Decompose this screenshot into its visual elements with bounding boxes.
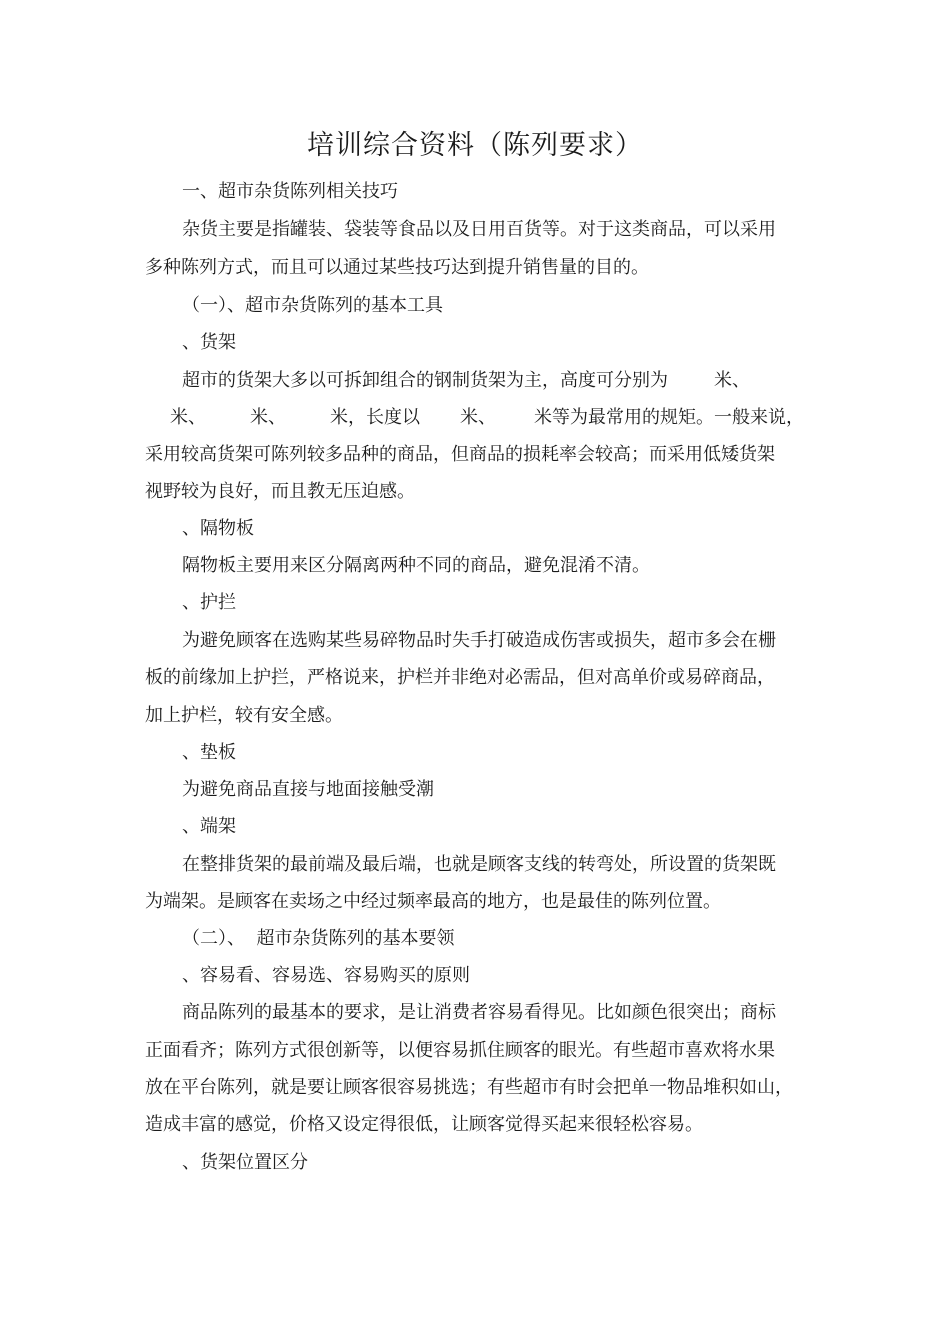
item-heading: 、容易看、容易选、容易购买的原则 xyxy=(182,965,470,986)
item-heading: 、货架位置区分 xyxy=(182,1152,308,1173)
paragraph-line: 为避免商品直接与地面接触受潮 xyxy=(182,779,434,800)
paragraph-line: 加上护栏，较有安全感。 xyxy=(145,705,343,726)
subsection-heading: （二）、 超市杂货陈列的基本要领 xyxy=(182,928,455,949)
paragraph-line: 造成丰富的感觉，价格又设定得很低，让顾客觉得买起来很轻松容易。 xyxy=(145,1114,703,1135)
item-heading: 、垫板 xyxy=(182,742,236,763)
text-span: 超市的货架大多以可拆卸组合的钢制货架为主，高度可分别为 xyxy=(182,370,668,391)
document-title: 培训综合资料（陈列要求） xyxy=(307,130,643,161)
item-heading: 、货架 xyxy=(182,332,236,353)
text-span: 米、 xyxy=(250,407,286,428)
item-heading: 、端架 xyxy=(182,816,236,837)
text-span: 米、 xyxy=(460,407,496,428)
text-span: 米、 xyxy=(170,407,206,428)
paragraph-line: 采用较高货架可陈列较多品种的商品，但商品的损耗率会较高；而采用低矮货架 xyxy=(145,444,775,465)
item-heading: 、隔物板 xyxy=(182,518,254,539)
paragraph-line xyxy=(182,369,750,393)
paragraph-line: 为端架。是顾客在卖场之中经过频率最高的地方，也是最佳的陈列位置。 xyxy=(145,891,721,912)
subsection-heading: （一）、超市杂货陈列的基本工具 xyxy=(182,295,443,316)
paragraph-line: 放在平台陈列，就是要让顾客很容易挑选；有些超市有时会把单一物品堆积如山， xyxy=(145,1077,793,1098)
paragraph-line: 隔物板主要用来区分隔离两种不同的商品，避免混淆不清。 xyxy=(182,555,650,576)
text-span: 米，长度以 xyxy=(330,407,420,428)
paragraph-line: 视野较为良好，而且教无压迫感。 xyxy=(145,481,415,502)
section-heading: 一、超市杂货陈列相关技巧 xyxy=(182,181,398,202)
paragraph-line xyxy=(170,406,804,430)
paragraph-line: 板的前缘加上护拦，严格说来，护栏并非绝对必需品，但对高单价或易碎商品， xyxy=(145,667,775,688)
paragraph-line: 正面看齐；陈列方式很创新等，以便容易抓住顾客的眼光。有些超市喜欢将水果 xyxy=(145,1040,775,1061)
text-span: 米等为最常用的规矩。一般来说， xyxy=(534,407,804,428)
item-heading: 、护拦 xyxy=(182,592,236,613)
paragraph-line: 商品陈列的最基本的要求，是让消费者容易看得见。比如颜色很突出；商标 xyxy=(182,1002,776,1023)
paragraph-line: 杂货主要是指罐装、袋装等食品以及日用百货等。对于这类商品，可以采用 xyxy=(182,219,776,240)
text-span: 米、 xyxy=(714,370,750,391)
paragraph-line: 在整排货架的最前端及最后端，也就是顾客支线的转弯处，所设置的货架既 xyxy=(182,854,776,875)
paragraph-line: 多种陈列方式，而且可以通过某些技巧达到提升销售量的目的。 xyxy=(145,257,649,278)
paragraph-line: 为避免顾客在选购某些易碎物品时失手打破造成伤害或损失，超市多会在栅 xyxy=(182,630,776,651)
